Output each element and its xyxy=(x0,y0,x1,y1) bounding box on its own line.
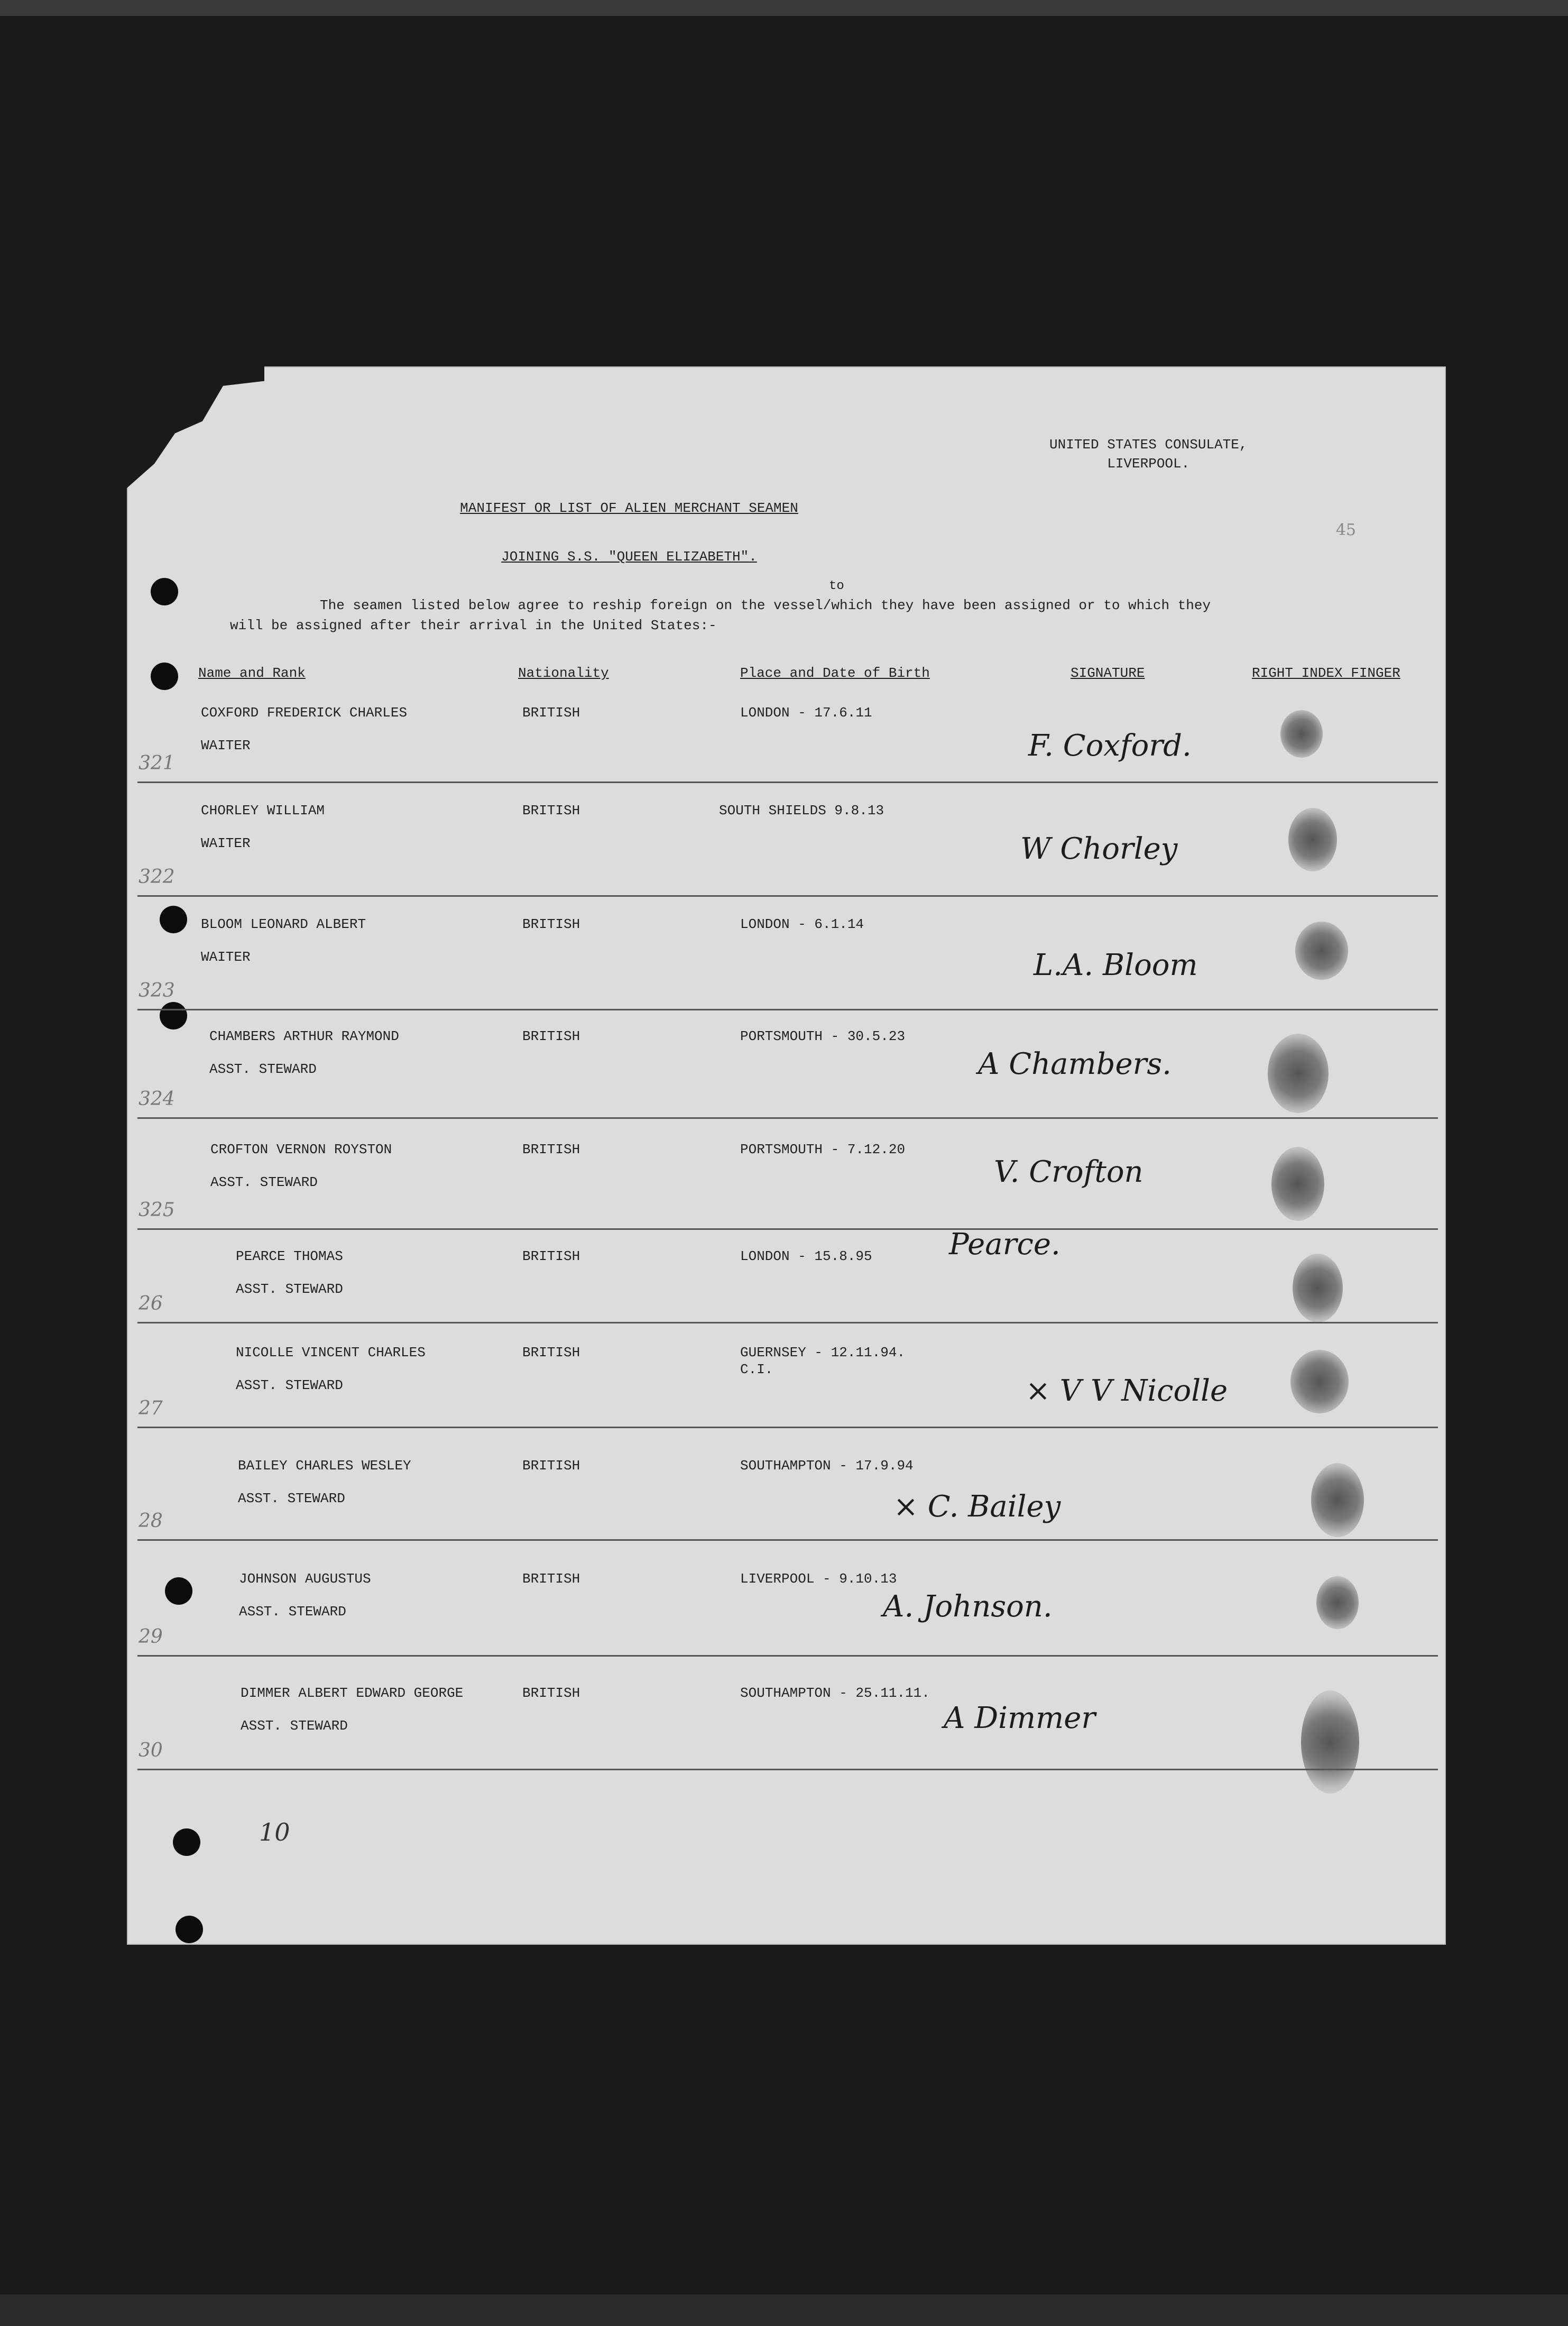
fingerprint xyxy=(1290,1350,1349,1413)
intro-line: will be assigned after their arrival in the United States:- xyxy=(230,618,717,633)
col-header-signature: SIGNATURE xyxy=(1071,665,1145,681)
consulate-city: LIVERPOOL. xyxy=(1107,456,1190,472)
row-divider xyxy=(137,1322,1438,1323)
signature: A. Johnson. xyxy=(883,1589,1053,1624)
row-divider xyxy=(137,1009,1438,1010)
seaman-name: CHAMBERS ARTHUR RAYMOND xyxy=(209,1028,399,1044)
seaman-name: CHORLEY WILLIAM xyxy=(201,803,325,819)
fingerprint xyxy=(1295,922,1348,980)
inserted-word: to xyxy=(829,579,844,593)
seaman-rank: ASST. STEWARD xyxy=(209,1061,317,1077)
line-number: 28 xyxy=(139,1510,163,1532)
fingerprint xyxy=(1268,1034,1329,1113)
signature: × V V Nicolle xyxy=(1026,1374,1228,1408)
row-divider xyxy=(137,1427,1438,1428)
signature: Pearce. xyxy=(949,1227,1060,1262)
seaman-rank: ASST. STEWARD xyxy=(236,1377,343,1393)
fingerprint xyxy=(1316,1576,1359,1629)
seaman-name: JOHNSON AUGUSTUS xyxy=(239,1571,371,1587)
fingerprint xyxy=(1293,1254,1343,1322)
birth-place-date: PORTSMOUTH - 30.5.23 xyxy=(740,1028,906,1044)
seaman-name: NICOLLE VINCENT CHARLES xyxy=(236,1345,426,1360)
signature: A Dimmer xyxy=(944,1701,1096,1735)
seaman-rank: WAITER xyxy=(201,835,251,851)
manifest-title: MANIFEST OR LIST OF ALIEN MERCHANT SEAMEN xyxy=(460,500,798,516)
manifest-page xyxy=(127,366,1446,1945)
consulate-name: UNITED STATES CONSULATE, xyxy=(1049,437,1248,453)
nationality: BRITISH xyxy=(522,705,580,721)
line-number: 30 xyxy=(139,1740,163,1761)
seaman-name: PEARCE THOMAS xyxy=(236,1248,343,1264)
signature: F. Coxford. xyxy=(1028,729,1192,763)
row-divider xyxy=(137,1117,1438,1119)
punch-hole xyxy=(151,578,178,605)
line-number: 325 xyxy=(139,1199,175,1221)
seaman-rank: ASST. STEWARD xyxy=(236,1281,343,1297)
birth-place-date: SOUTH SHIELDS 9.8.13 xyxy=(719,803,884,819)
fingerprint xyxy=(1271,1147,1324,1221)
line-number: 27 xyxy=(139,1398,163,1419)
consulate-header xyxy=(1049,435,1247,473)
seaman-rank: ASST. STEWARD xyxy=(239,1604,346,1620)
signature: L.A. Bloom xyxy=(1034,948,1198,982)
birth-place-date: LONDON - 15.8.95 xyxy=(740,1248,872,1264)
nationality: BRITISH xyxy=(522,1571,580,1587)
seaman-rank: WAITER xyxy=(201,949,251,965)
nationality: BRITISH xyxy=(522,1248,580,1264)
line-number: 322 xyxy=(139,866,175,888)
signature: A Chambers. xyxy=(978,1047,1172,1081)
signature: V. Crofton xyxy=(994,1155,1143,1189)
punch-hole xyxy=(151,663,178,690)
seaman-rank: WAITER xyxy=(201,738,251,753)
seaman-rank: ASST. STEWARD xyxy=(210,1174,318,1190)
row-divider xyxy=(137,895,1438,897)
birth-place-date: LONDON - 6.1.14 xyxy=(740,916,864,932)
nationality: BRITISH xyxy=(522,916,580,932)
nationality: BRITISH xyxy=(522,1345,580,1360)
intro-paragraph xyxy=(230,595,1287,636)
row-divider xyxy=(137,782,1438,783)
col-header-finger: RIGHT INDEX FINGER xyxy=(1252,665,1400,681)
row-divider xyxy=(137,1769,1438,1770)
birth-place-date: LIVERPOOL - 9.10.13 xyxy=(740,1571,897,1587)
col-header-nationality: Nationality xyxy=(518,665,609,681)
seaman-name: COXFORD FREDERICK CHARLES xyxy=(201,705,408,721)
film-border-top xyxy=(0,0,1568,16)
birth-place-date: LONDON - 17.6.11 xyxy=(740,705,872,721)
handwritten-count: 10 xyxy=(259,1818,290,1846)
torn-corner xyxy=(127,366,264,488)
punch-hole xyxy=(165,1577,192,1605)
nationality: BRITISH xyxy=(522,1028,580,1044)
line-number: 29 xyxy=(139,1626,163,1648)
line-number: 321 xyxy=(139,752,175,774)
seaman-rank: ASST. STEWARD xyxy=(241,1718,348,1734)
line-number: 323 xyxy=(139,980,175,1001)
punch-hole xyxy=(160,906,187,933)
seaman-name: BAILEY CHARLES WESLEY xyxy=(238,1458,411,1474)
row-divider xyxy=(137,1655,1438,1657)
signature: × C. Bailey xyxy=(893,1490,1061,1524)
nationality: BRITISH xyxy=(522,803,580,819)
fingerprint xyxy=(1311,1463,1364,1537)
nationality: BRITISH xyxy=(522,1142,580,1157)
birth-place-date: SOUTHAMPTON - 17.9.94 xyxy=(740,1458,914,1474)
seaman-name: BLOOM LEONARD ALBERT xyxy=(201,916,366,932)
punch-hole xyxy=(160,1002,187,1029)
punch-hole xyxy=(173,1828,200,1856)
birth-place-date: SOUTHAMPTON - 25.11.11. xyxy=(740,1685,930,1701)
birth-place-date: PORTSMOUTH - 7.12.20 xyxy=(740,1142,906,1157)
punch-hole xyxy=(176,1916,203,1943)
row-divider xyxy=(137,1539,1438,1541)
col-header-name-rank: Name and Rank xyxy=(198,665,306,681)
fingerprint xyxy=(1280,710,1323,758)
fingerprint xyxy=(1301,1690,1359,1794)
birth-place-date: GUERNSEY - 12.11.94. xyxy=(740,1345,906,1360)
vessel-subtitle: JOINING S.S. "QUEEN ELIZABETH". xyxy=(501,549,757,565)
intro-line: The seamen listed below agree to reship foreign on the vessel/which they have been assigned or to which they xyxy=(320,597,1211,613)
fingerprint xyxy=(1288,808,1337,871)
line-number: 324 xyxy=(139,1088,175,1110)
seaman-rank: ASST. STEWARD xyxy=(238,1491,345,1506)
nationality: BRITISH xyxy=(522,1685,580,1701)
page-number: 45 xyxy=(1335,521,1356,539)
seaman-name: CROFTON VERNON ROYSTON xyxy=(210,1142,392,1157)
col-header-birth: Place and Date of Birth xyxy=(740,665,930,681)
signature: W Chorley xyxy=(1020,832,1178,866)
row-divider xyxy=(137,1228,1438,1230)
nationality: BRITISH xyxy=(522,1458,580,1474)
film-border-bottom xyxy=(0,2294,1568,2326)
seaman-name: DIMMER ALBERT EDWARD GEORGE xyxy=(241,1685,464,1701)
birth-place-extra: C.I. xyxy=(740,1362,773,1377)
line-number: 26 xyxy=(139,1293,163,1314)
